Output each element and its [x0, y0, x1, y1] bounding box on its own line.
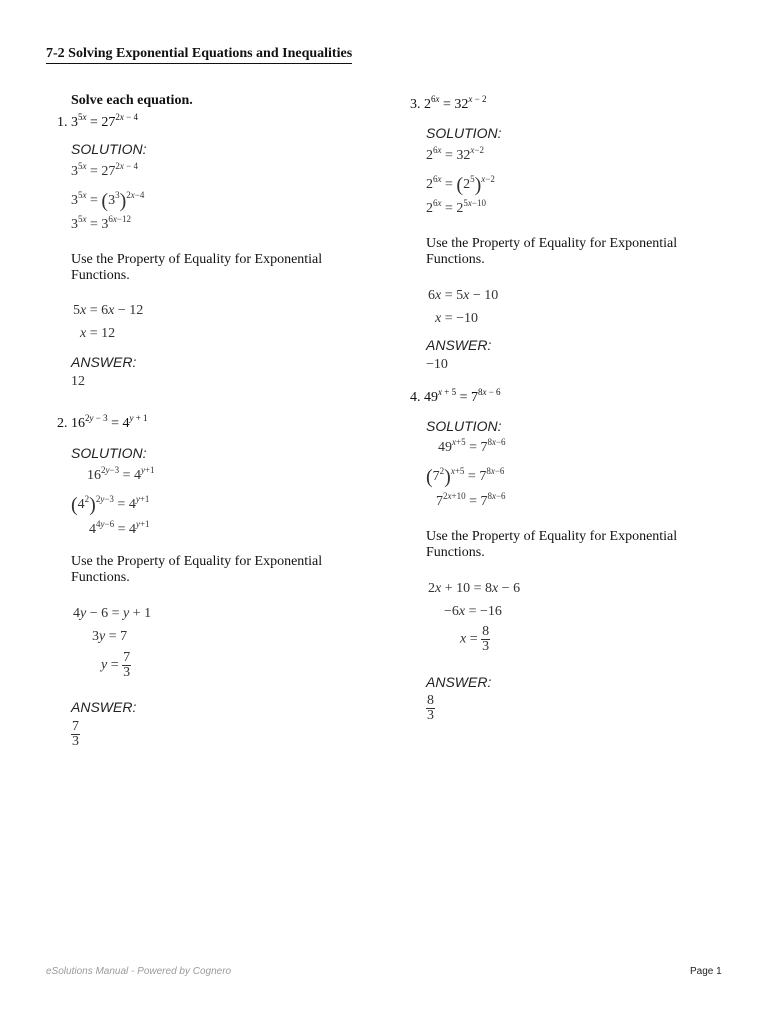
problem-4-linear-2: −6x = −16 — [444, 604, 502, 619]
problem-3-property-text: Use the Property of Equality for Exponential Functions. — [426, 236, 678, 267]
problem-3-answer-label: ANSWER: — [426, 337, 492, 353]
problem-1-answer: 12 — [71, 374, 85, 389]
problem-1-step-1: $3^{5x} = 27^{2x - 4}$ — [71, 161, 138, 179]
problem-2-answer — [71, 720, 80, 749]
problem-4-statement: 4. $49^{x + 5} = 7^{8x - 6}$ — [410, 387, 501, 405]
problem-2-step-1: $16^{2y-3} = 4^{y+1}$ — [87, 465, 155, 483]
problem-1-answer-label: ANSWER: — [71, 354, 137, 370]
problem-2-statement: 2. $16^{2y - 3} = 4^{y + 1}$ — [57, 413, 148, 431]
problem-4-answer-numerator: 8 — [427, 693, 434, 708]
problem-1-step-2: $3^{5x} = (3^3)^{2x-4}$ — [71, 190, 145, 212]
problem-3-step-1: $2^{6x} = 32^{x-2}$ — [426, 145, 484, 163]
problem-3-answer: −10 — [426, 357, 448, 372]
problem-2-answer-numerator: 7 — [72, 719, 79, 734]
problem-3-step-3: $2^{6x} = 2^{5x-10}$ — [426, 198, 486, 216]
problem-1-number: 1. — [57, 115, 68, 130]
page-number: Page 1 — [690, 966, 722, 977]
problem-1-linear-1: 5x = 6x − 12 — [73, 303, 144, 318]
problem-2-number: 2. — [57, 416, 68, 431]
problem-4-step-3: $7^{2x+10} = 7^{8x-6}$ — [436, 491, 506, 509]
problem-3-step-2: $2^{6x} = (2^5)^{x-2}$ — [426, 174, 495, 196]
problem-2-answer-label: ANSWER: — [71, 699, 137, 715]
problem-2-linear-1: 4y − 6 = y + 1 — [73, 606, 152, 621]
problem-3-solution-label: SOLUTION: — [426, 125, 502, 141]
page-title: 7-2 Solving Exponential Equations and Inequalities — [46, 46, 352, 64]
problem-3-number: 3. — [410, 97, 421, 112]
problem-4-number: 4. — [410, 390, 421, 405]
problem-2-step-2: $(4^2)^{2y-3} = 4^{y+1}$ — [71, 494, 150, 516]
problem-4-linear-1: 2x + 10 = 8x − 6 — [428, 581, 521, 596]
instructions: Solve each equation. — [71, 93, 193, 108]
problem-2-property-text: Use the Property of Equality for Exponential Functions. — [71, 554, 323, 585]
problem-2-solution-label: SOLUTION: — [71, 445, 147, 461]
problem-2-step-3: $4^{4y-6} = 4^{y+1}$ — [89, 519, 150, 537]
problem-1-statement: 1. $3^{5x} = 27^{2x - 4}$ — [57, 112, 138, 130]
footer-source: eSolutions Manual - Powered by Cognero — [46, 966, 232, 977]
problem-4-answer-denominator: 3 — [427, 708, 434, 723]
problem-1-step-3: $3^{5x} = 3^{6x-12}$ — [71, 214, 131, 232]
problem-4-answer — [426, 694, 435, 723]
problem-1-linear-2: x = 12 — [80, 326, 116, 341]
problem-3-linear-2: x = −10 — [435, 311, 479, 326]
problem-4-solution-label: SOLUTION: — [426, 418, 502, 434]
problem-3-linear-1: 6x = 5x − 10 — [428, 288, 499, 303]
problem-1-solution-label: SOLUTION: — [71, 141, 147, 157]
problem-4-property-text: Use the Property of Equality for Exponential Functions. — [426, 529, 678, 560]
problem-2-answer-denominator: 3 — [72, 734, 79, 749]
problem-4-answer-label: ANSWER: — [426, 674, 492, 690]
problem-4-step-1: $49^{x+5} = 7^{8x-6}$ — [438, 437, 506, 455]
problem-1-property-text: Use the Property of Equality for Exponential Functions. — [71, 252, 323, 283]
problem-2-linear-3: y = $\frac{7}{3}$ — [101, 650, 131, 680]
problem-4-step-2: $(7^2)^{x+5} = 7^{8x-6}$ — [426, 466, 505, 488]
problem-3-statement: 3. $2^{6x} = 32^{x - 2}$ — [410, 94, 487, 112]
problem-2-linear-2: 3y = 7 — [92, 629, 128, 644]
problem-4-linear-3: x = $\frac{8}{3}$ — [460, 624, 490, 654]
